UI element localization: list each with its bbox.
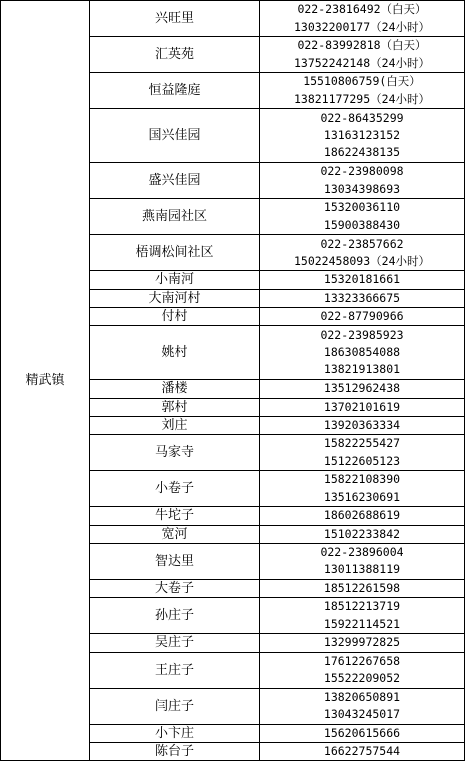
phone-cell	[260, 688, 465, 724]
community-cell: 郭村	[90, 398, 260, 416]
phone-number: 16622757544	[323, 743, 401, 758]
community-cell: 宽河	[90, 525, 260, 543]
phone-number: 13163123152	[323, 128, 401, 143]
phone-cell	[260, 163, 465, 199]
phone-cell	[260, 525, 465, 543]
phone-cell	[260, 634, 465, 652]
phone-cell	[260, 598, 465, 634]
phone-number: 13821913801	[323, 362, 401, 377]
community-cell: 小南河	[90, 271, 260, 289]
phone-number: 022-83992818（白天）	[297, 38, 427, 53]
community-cell: 智达里	[90, 543, 260, 579]
community-cell: 付村	[90, 307, 260, 325]
community-cell: 盛兴佳园	[90, 163, 260, 199]
phone-cell	[260, 307, 465, 325]
community-cell: 马家寺	[90, 435, 260, 471]
phone-cell	[260, 380, 465, 398]
community-cell: 牛坨子	[90, 507, 260, 525]
community-cell: 姚村	[90, 326, 260, 380]
community-cell: 潘楼	[90, 380, 260, 398]
phone-cell	[260, 73, 465, 109]
community-cell: 陈台子	[90, 742, 260, 760]
phone-cell	[260, 326, 465, 380]
community-cell: 国兴佳园	[90, 109, 260, 163]
community-cell: 小卞庄	[90, 724, 260, 742]
phone-number: 022-23980098	[320, 164, 404, 179]
phone-number: 15510806759(白天）	[303, 74, 421, 89]
phone-number: 15320036110	[323, 200, 401, 215]
community-cell: 王庄子	[90, 652, 260, 688]
phone-cell	[260, 507, 465, 525]
phone-number: 17612267658	[323, 653, 401, 668]
phone-number: 18602688619	[323, 508, 401, 523]
phone-number: 13032200177（24小时）	[293, 19, 430, 34]
phone-number: 15900388430	[323, 217, 401, 232]
phone-number: 13820650891	[323, 689, 401, 704]
phone-number: 13043245017	[323, 707, 401, 722]
community-cell: 小卷子	[90, 471, 260, 507]
phone-number: 15822108390	[323, 472, 401, 487]
phone-cell	[260, 471, 465, 507]
phone-number: 13034398693	[323, 181, 401, 196]
phone-number: 13512962438	[323, 381, 401, 396]
town-cell: 精武镇	[1, 1, 90, 761]
phone-number: 13299972825	[323, 635, 401, 650]
community-cell: 闫庄子	[90, 688, 260, 724]
table-row	[1, 1, 465, 37]
phone-cell	[260, 37, 465, 73]
phone-number: 15122605123	[323, 453, 401, 468]
phone-cell	[260, 724, 465, 742]
phone-cell	[260, 543, 465, 579]
phone-cell	[260, 235, 465, 271]
phone-number: 13323366675	[323, 290, 401, 305]
community-cell: 吴庄子	[90, 634, 260, 652]
community-cell: 大卷子	[90, 579, 260, 597]
phone-number: 022-23816492（白天）	[297, 2, 427, 17]
phone-cell	[260, 435, 465, 471]
phone-number: 15620615666	[323, 725, 401, 740]
community-cell: 汇英苑	[90, 37, 260, 73]
phone-number: 18630854088	[323, 345, 401, 360]
phone-number: 022-23985923	[320, 327, 404, 342]
phone-number: 022-87790966	[320, 308, 404, 323]
community-cell: 燕南园社区	[90, 199, 260, 235]
phone-number: 15102233842	[323, 526, 401, 541]
phone-cell	[260, 742, 465, 760]
phone-number: 15320181661	[323, 272, 401, 287]
phone-number: 022-23896004	[320, 545, 404, 560]
phone-number: 15822255427	[323, 436, 401, 451]
phone-number: 13011388119	[323, 562, 401, 577]
phone-number: 18512261598	[323, 580, 401, 595]
phone-cell	[260, 1, 465, 37]
phone-number: 022-86435299	[320, 110, 404, 125]
phone-cell	[260, 289, 465, 307]
table-body	[1, 1, 465, 761]
phone-cell	[260, 398, 465, 416]
phone-cell	[260, 109, 465, 163]
phone-cell	[260, 652, 465, 688]
community-cell: 孙庄子	[90, 598, 260, 634]
phone-number: 15022458093（24小时）	[293, 253, 430, 268]
community-cell: 兴旺里	[90, 1, 260, 37]
phone-cell	[260, 271, 465, 289]
phone-number: 15922114521	[323, 616, 401, 631]
phone-number: 15522209052	[323, 671, 401, 686]
community-cell: 刘庄	[90, 416, 260, 434]
phone-cell	[260, 579, 465, 597]
phone-number: 13702101619	[323, 399, 401, 414]
phone-number: 13752242148（24小时）	[293, 55, 430, 70]
phone-number: 18512213719	[323, 599, 401, 614]
phone-number: 13516230691	[323, 489, 401, 504]
community-cell: 恒益隆庭	[90, 73, 260, 109]
phone-cell	[260, 199, 465, 235]
community-cell: 大南河村	[90, 289, 260, 307]
phone-number: 18622438135	[323, 145, 401, 160]
phone-cell	[260, 416, 465, 434]
community-cell: 梧调松间社区	[90, 235, 260, 271]
phone-number: 022-23857662	[320, 236, 404, 251]
phone-number: 13920363334	[323, 417, 401, 432]
phone-number: 13821177295（24小时）	[293, 91, 430, 106]
